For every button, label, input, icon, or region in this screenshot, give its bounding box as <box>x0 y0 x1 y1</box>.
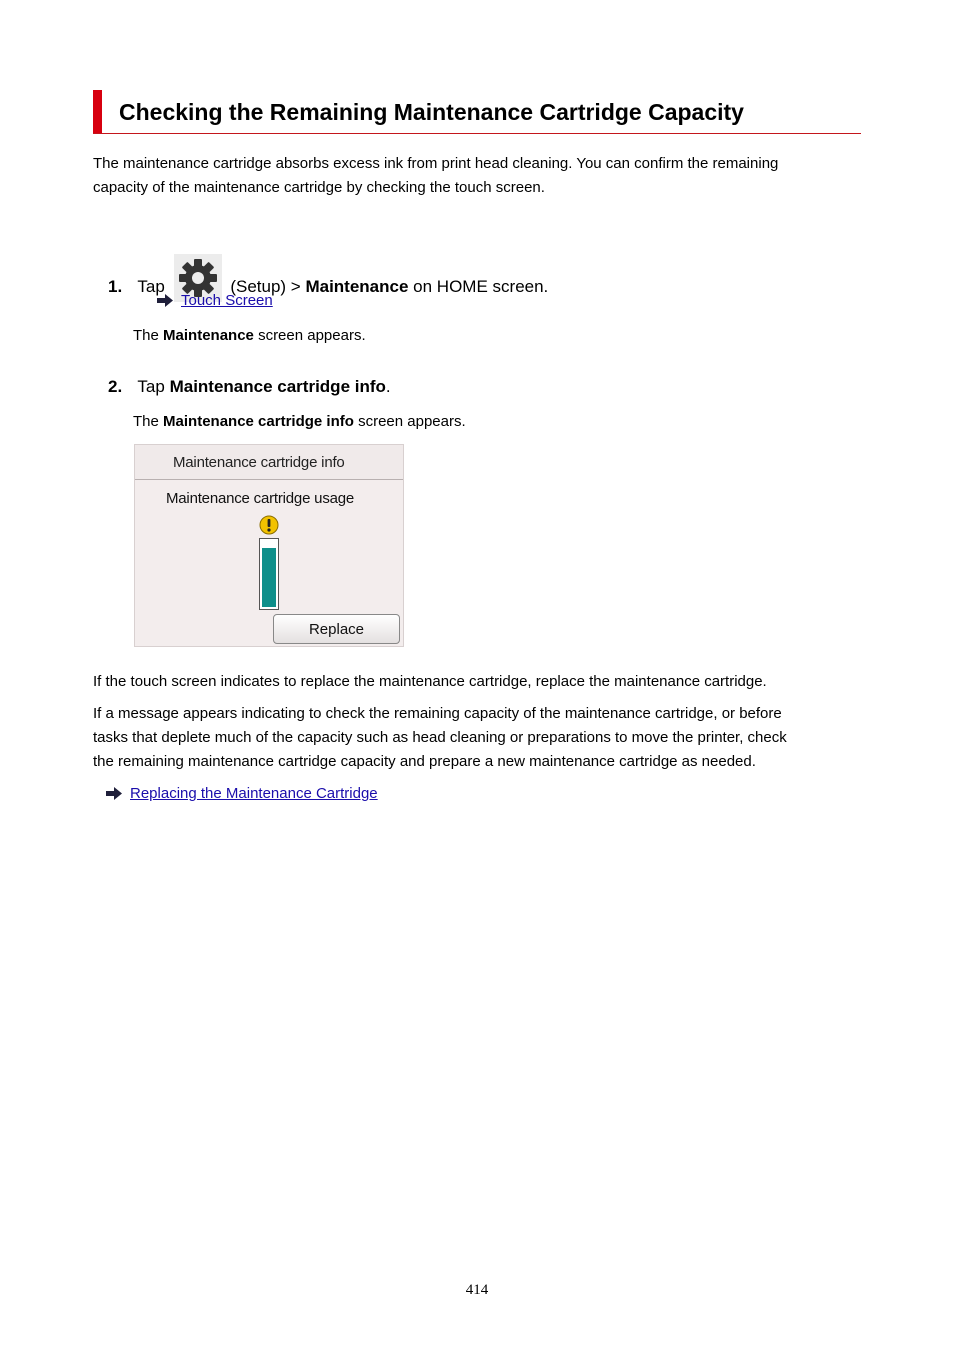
screen-title: Maintenance cartridge info <box>173 454 345 471</box>
step-1-setup: (Setup) > <box>230 277 301 296</box>
intro-paragraph <box>93 152 853 200</box>
touch-screen-link-row <box>157 292 273 311</box>
note-text: screen appears. <box>258 327 366 344</box>
step-1-note <box>133 327 366 344</box>
touch-screen-illustration <box>134 444 404 647</box>
arrow-right-icon <box>157 294 173 311</box>
replace-button[interactable]: Replace <box>273 614 400 644</box>
touch-screen-link[interactable]: Touch Screen <box>181 292 273 309</box>
usage-gauge <box>259 538 279 610</box>
replacing-link-row <box>106 785 378 804</box>
section-heading <box>93 90 861 134</box>
step-2-bold: Maintenance cartridge info <box>169 377 386 396</box>
note-bold: Maintenance cartridge info <box>163 413 354 430</box>
step-1-tap: Tap <box>137 277 165 296</box>
usage-gauge-fill <box>262 548 276 607</box>
step-1-maintenance: Maintenance <box>305 277 409 296</box>
para2-line-1: If a message appears indicating to check the remaining capacity of the maintenance cartridge, or before <box>93 705 782 722</box>
step-1-rest: on HOME screen. <box>413 277 549 296</box>
intro-line-1: The maintenance cartridge absorbs excess ink from print head cleaning. You can confirm the remaining <box>93 155 779 172</box>
step-2-dot: . <box>385 377 391 396</box>
step-2-tap: Tap <box>137 377 165 396</box>
note-text: The <box>133 327 159 344</box>
step-2-note <box>133 413 466 430</box>
intro-line-2: capacity of the maintenance cartridge by checking the touch screen. <box>93 179 545 196</box>
heading-accent-bar <box>93 90 102 133</box>
note-text: screen appears. <box>358 413 466 430</box>
step-1-number: 1. <box>108 277 123 296</box>
note-text: The <box>133 413 159 430</box>
step-2-number: 2. <box>108 377 123 396</box>
usage-label: Maintenance cartridge usage <box>166 490 355 507</box>
paragraph-replace: If the touch screen indicates to replace the maintenance cartridge, replace the maintenance cartridge. <box>93 673 767 690</box>
note-bold: Maintenance <box>163 327 254 344</box>
page-title: Checking the Remaining Maintenance Cartridge Capacity <box>119 99 744 125</box>
para2-line-3: the remaining maintenance cartridge capacity and prepare a new maintenance cartridge as needed. <box>93 753 756 770</box>
replacing-maintenance-cartridge-link[interactable]: Replacing the Maintenance Cartridge <box>130 785 378 802</box>
warning-icon <box>259 515 279 540</box>
paragraph-check <box>93 702 853 774</box>
step-2 <box>108 377 391 397</box>
screen-title-bar <box>135 445 403 480</box>
page-number: 414 <box>465 1282 489 1298</box>
para2-line-2: tasks that deplete much of the capacity such as head cleaning or preparations to move the printer, check <box>93 729 787 746</box>
arrow-right-icon <box>106 787 122 804</box>
